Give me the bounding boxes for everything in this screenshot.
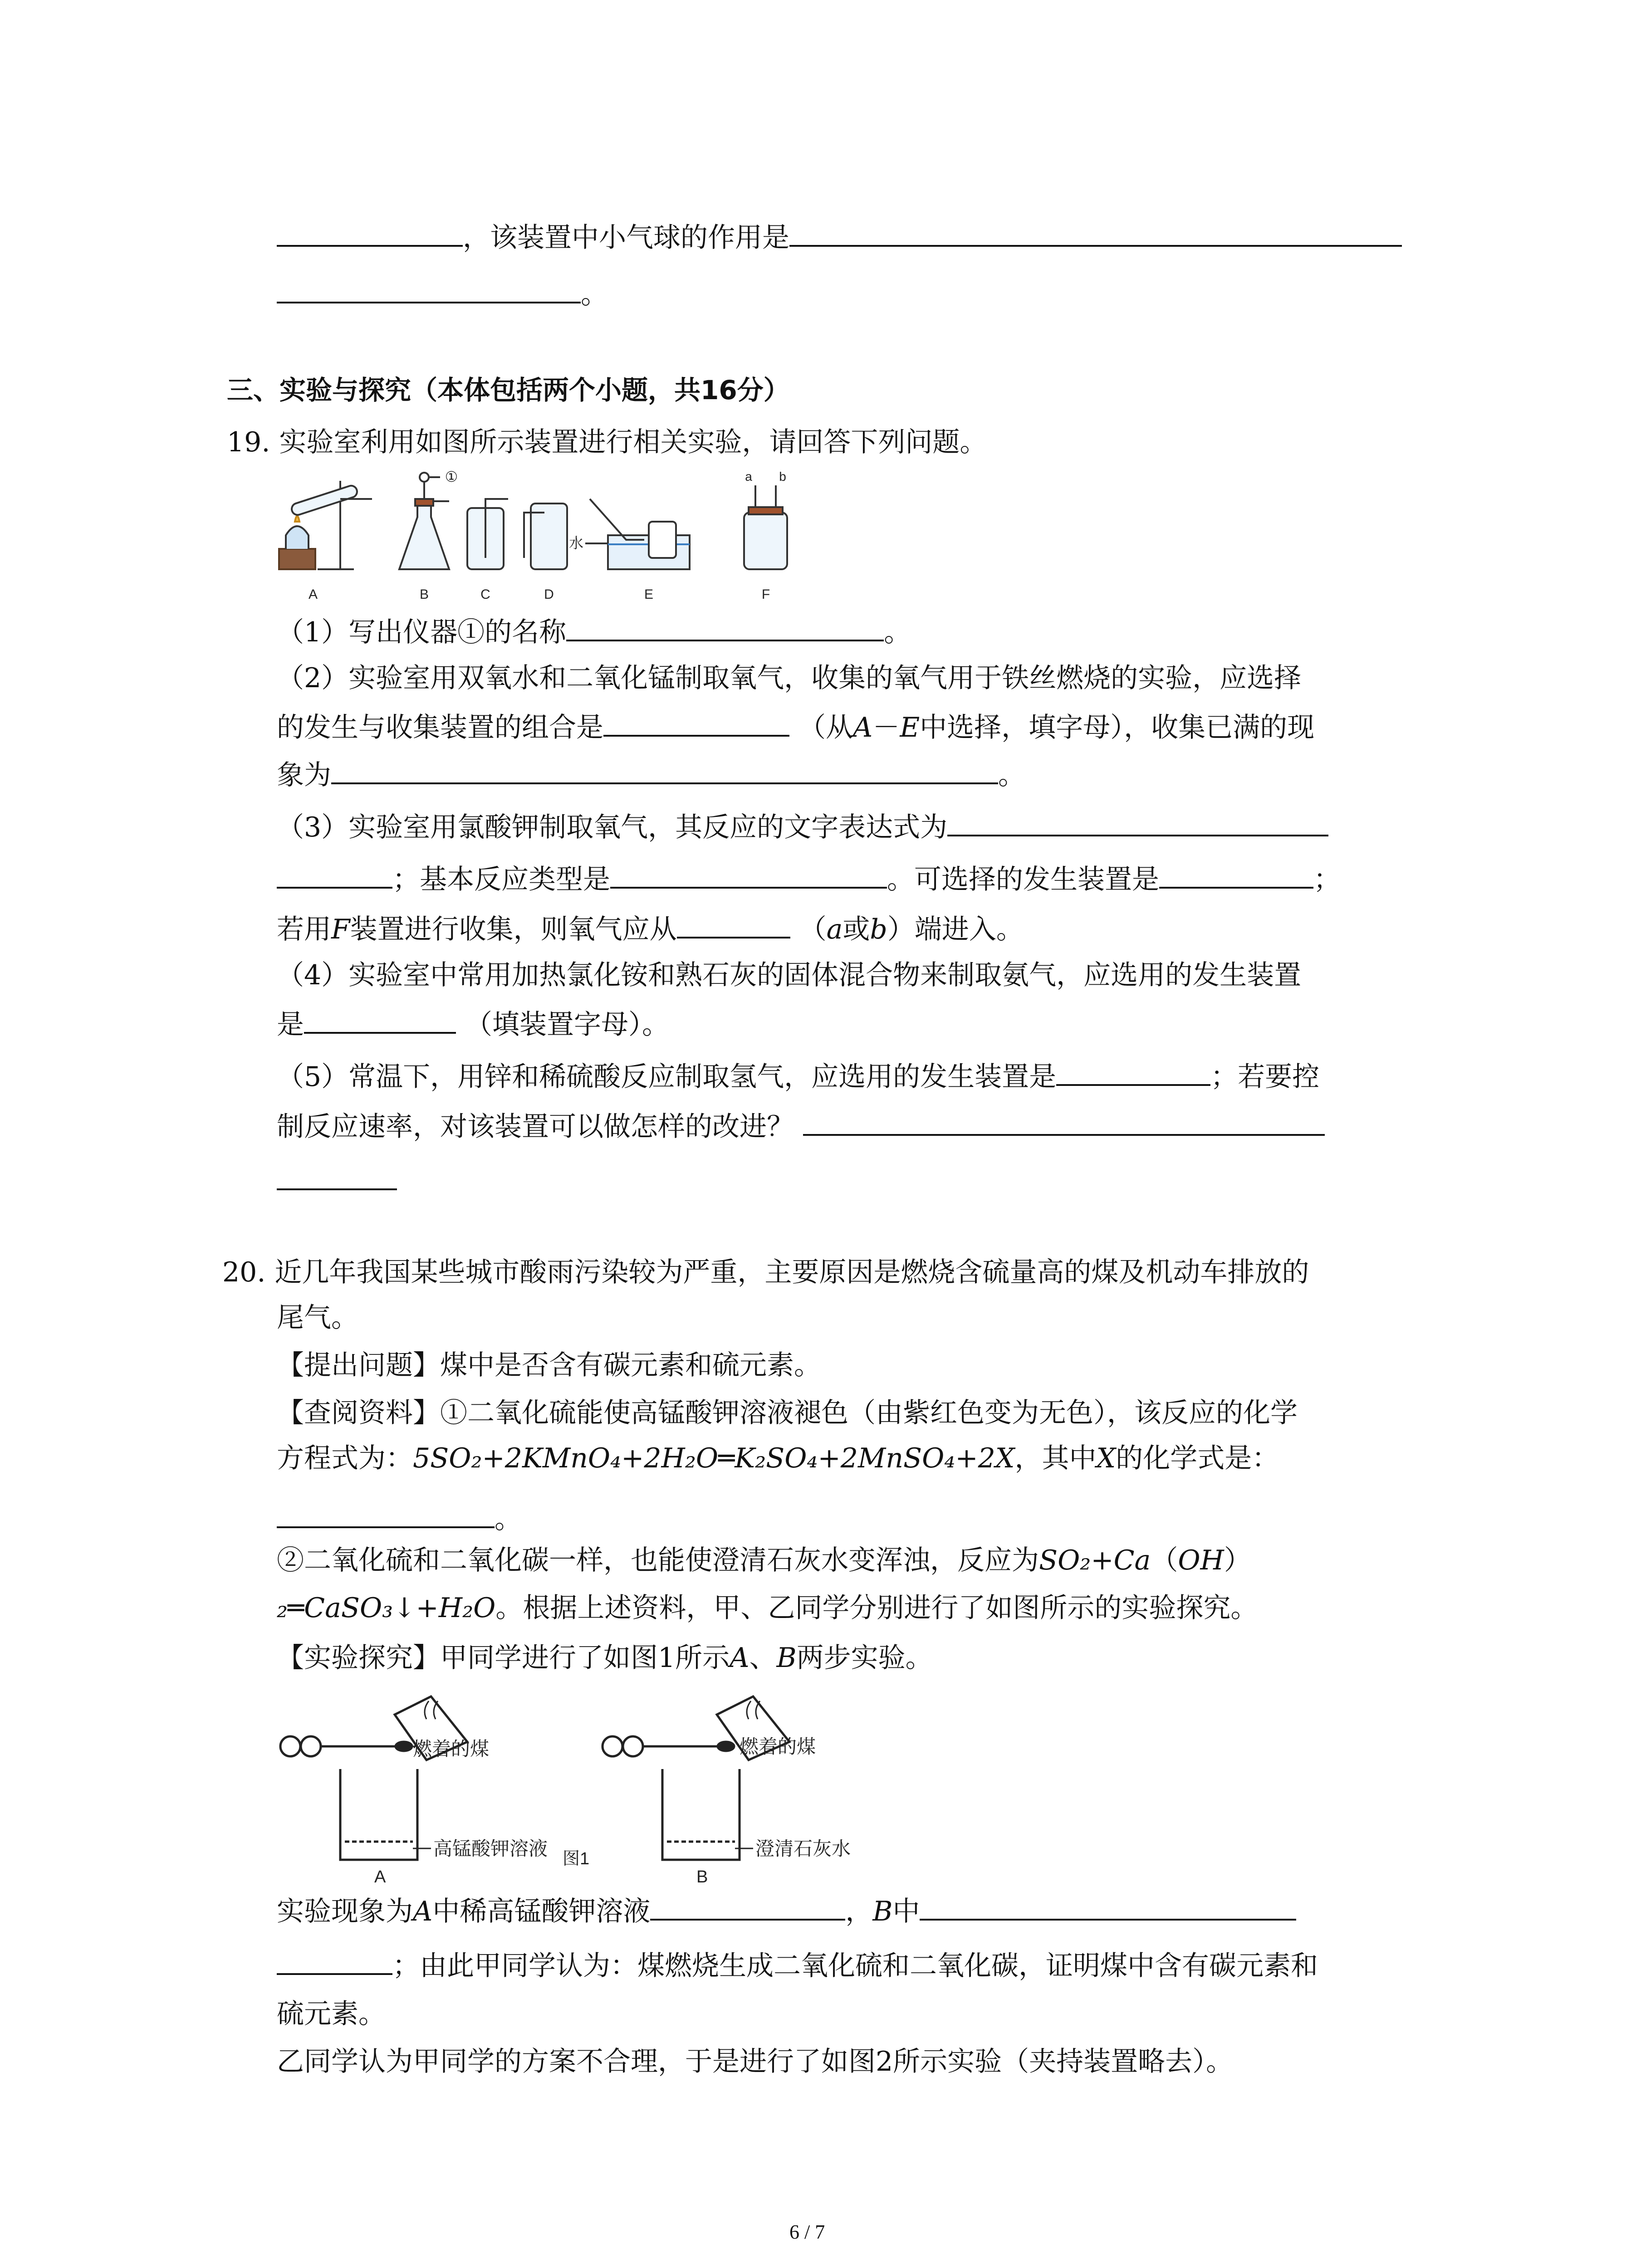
part-text: 制反应速率，对该装置可以做怎样的改进？ (277, 1111, 794, 1143)
part-text: 或 (843, 914, 870, 945)
part-text: （1）写出仪器①的名称 (277, 616, 567, 648)
q20-info-line2 (277, 1440, 1279, 1476)
letter-a: A (413, 1896, 433, 1927)
q20-stem-line2: 尾气。 (277, 1302, 358, 1334)
port-b-label: b (779, 469, 786, 484)
part-text: （ (1151, 1545, 1178, 1576)
answer-blank[interactable] (277, 860, 392, 889)
figure-label-b: B (696, 1867, 708, 1887)
letter-a: a (826, 914, 843, 945)
answer-blank[interactable] (277, 218, 463, 247)
flame (295, 516, 299, 522)
part-text: 实验现象为 (277, 1896, 413, 1927)
answer-blank[interactable] (277, 1499, 495, 1528)
part-text: 【实验探究】甲同学进行了如图1所示 (277, 1642, 730, 1674)
part-text: 。可选择的发生装置是 (887, 864, 1159, 895)
part-text: 、 (749, 1642, 777, 1674)
q19-part2-line2 (277, 708, 1314, 746)
answer-blank[interactable] (610, 860, 887, 889)
circle-one-label: ① (445, 469, 458, 485)
figure-label-a: A (374, 1867, 386, 1887)
letter-b: b (870, 914, 887, 945)
part-text: ②二氧化硫和二氧化碳一样，也能使澄清石灰水变浑浊，反应为 (277, 1545, 1039, 1576)
stopper-f (749, 507, 783, 514)
chemical-formula: SO₂+Ca (1039, 1545, 1151, 1576)
q19-part3-line2 (277, 860, 1341, 898)
figure-label-b: B (419, 587, 429, 602)
q19-part5-line2 (277, 1107, 1325, 1145)
part-text: 中稀高锰酸钾溶液 (432, 1896, 651, 1927)
answer-blank[interactable] (803, 1107, 1325, 1136)
answer-blank[interactable] (789, 218, 1402, 247)
collecting-bottle (649, 522, 676, 558)
q19-part3-line1 (277, 807, 1328, 846)
q20-explore-line (277, 1640, 933, 1676)
q19-part3-line3 (277, 909, 1024, 948)
figure-caption: 图1 (563, 1849, 590, 1868)
letter-a: A (853, 712, 873, 743)
part-text: （5）常温下，用锌和稀硫酸反应制取氢气，应选用的发生装置是 (277, 1061, 1057, 1093)
q20-yi-line: 乙同学认为甲同学的方案不合理，于是进行了如图2所示实验（夹持装置略去）。 (277, 2046, 1234, 2077)
q20-stem-line1 (222, 1254, 1309, 1290)
q20-observation-line2 (277, 1946, 1318, 1984)
apparatus-figure (272, 467, 808, 617)
question-stem: 实验室利用如图所示装置进行相关实验，请回答下列问题。 (279, 426, 987, 458)
answer-blank[interactable] (650, 1892, 845, 1921)
q19-part2-line3 (277, 755, 1025, 793)
solution-label-a: 高锰酸钾溶液 (433, 1838, 548, 1859)
water-label: 水 (568, 535, 584, 551)
part-text: ；基本反应类型是 (392, 864, 610, 895)
beaker-b (662, 1769, 740, 1860)
burning-coal (718, 1742, 734, 1751)
carryover-line-1 (277, 218, 1402, 256)
answer-blank[interactable] (331, 755, 998, 784)
q19-part4-line1: （4）实验室中常用加热氯化铵和熟石灰的固体混合物来制取氨气，应选用的发生装置 (277, 959, 1302, 991)
q20-observation-line3: 硫元素。 (277, 1998, 386, 2030)
letter-a: A (730, 1642, 749, 1674)
q19-part1 (277, 612, 911, 650)
part-text: ；由此甲同学认为：煤燃烧生成二氧化硫和二氧化碳，证明煤中含有碳元素和 (392, 1950, 1318, 1982)
carryover-line-2 (277, 274, 608, 313)
coal-label-a: 燃着的煤 (413, 1738, 490, 1760)
part-text: 若用 (277, 914, 331, 945)
period: 。 (581, 279, 608, 310)
part-text: （填装置字母）。 (465, 1009, 669, 1041)
figure-label-c: C (480, 587, 490, 602)
part-text: ；若要控 (1210, 1061, 1320, 1093)
answer-blank[interactable] (277, 1161, 397, 1190)
letter-e: E (900, 712, 920, 743)
q19-part4-line2 (277, 1005, 669, 1043)
tongs-handle (623, 1736, 643, 1756)
part-text: （3）实验室用氯酸钾制取氧气，其反应的文字表达式为 (277, 811, 948, 843)
letter-x: X (1096, 1442, 1116, 1474)
part-text: 的化学式是： (1116, 1442, 1279, 1474)
part-text: ； (1313, 864, 1341, 895)
part-text: 象为 (277, 759, 331, 791)
test-tube (290, 484, 359, 516)
figure-label-d: D (544, 587, 554, 602)
answer-blank[interactable] (1159, 860, 1313, 889)
part-text: 中 (892, 1896, 920, 1927)
answer-blank[interactable] (603, 708, 789, 737)
letter-b: B (872, 1896, 893, 1927)
part-text: （ (799, 914, 827, 945)
q19-part5-line1 (277, 1057, 1319, 1095)
answer-blank[interactable] (920, 1892, 1296, 1921)
part-text: 是 (277, 1009, 304, 1041)
alcohol-lamp (286, 526, 309, 549)
part-text: ）端进入。 (887, 914, 1024, 945)
chemical-equation: 5SO₂+2KMnO₄+2H₂O═K₂SO₄+2MnSO₄+2X (413, 1442, 1015, 1474)
page-number: 6 / 7 (789, 2221, 825, 2243)
figure-label-f: F (761, 587, 770, 602)
part-text: 。根据上述资料，甲、乙同学分别进行了如图所示的实验探究。 (495, 1592, 1258, 1624)
part-text: ） (1224, 1545, 1251, 1576)
letter-b: B (776, 1642, 797, 1674)
wood-block (279, 549, 315, 569)
q19-part5-line3 (277, 1161, 397, 1199)
port-a-label: a (745, 469, 752, 484)
conical-flask (399, 503, 449, 569)
q20-question: 【提出问题】煤中是否含有碳元素和硫元素。 (277, 1349, 821, 1381)
tongs-handle (280, 1736, 300, 1756)
q20-info2-line2 (277, 1590, 1258, 1626)
part-text: ，其中 (1014, 1442, 1097, 1474)
question-number: 19. (227, 426, 270, 458)
part-text: 的发生与收集装置的组合是 (277, 712, 603, 743)
part-text: 装置进行收集，则氧气应从 (350, 914, 677, 945)
figure-label-a: A (308, 587, 318, 602)
figure-1 (277, 1692, 912, 1887)
question-stem: 近几年我国某些城市酸雨污染较为严重，主要原因是燃烧含硫量高的煤及机动车排放的 (274, 1256, 1309, 1288)
dash: － (872, 712, 900, 743)
answer-blank[interactable] (1056, 1057, 1210, 1086)
q19-part2-line1: （2）实验室用双氧水和二氧化锰制取氧气，收集的氧气用于铁丝燃烧的实验，应选择 (277, 662, 1302, 694)
tube-e (590, 499, 644, 540)
answer-blank[interactable] (566, 612, 884, 641)
q20-info-line3 (277, 1499, 522, 1537)
part-text: 方程式为： (277, 1442, 413, 1474)
carryover-text: ，该装置中小气球的作用是 (463, 222, 789, 254)
answer-blank[interactable] (947, 807, 1328, 836)
period: 。 (884, 616, 911, 648)
q19-stem-line (227, 424, 987, 460)
stopper (415, 499, 433, 506)
figure-label-e: E (644, 587, 654, 602)
part-text: ， (845, 1896, 873, 1927)
gas-bottle-f (744, 513, 787, 569)
period: 。 (998, 759, 1025, 791)
question-number: 20. (222, 1256, 266, 1288)
chemical-equation: ₂═CaSO₃↓+H₂O (277, 1592, 496, 1624)
part-text: 中选择，填字母），收集已满的现 (920, 712, 1315, 743)
separatory-funnel (420, 473, 429, 482)
part-text: （从 (798, 712, 853, 743)
q20-info2-line1 (277, 1542, 1251, 1579)
answer-blank[interactable] (677, 909, 790, 938)
solution-label-b: 澄清石灰水 (755, 1838, 851, 1859)
tongs-handle (301, 1736, 321, 1756)
chemical-formula: OH (1178, 1545, 1224, 1576)
q20-observation-line1 (277, 1892, 1296, 1930)
section-heading: 三、实验与探究（本体包括两个小题，共16分） (227, 375, 790, 406)
answer-blank[interactable] (277, 1946, 392, 1975)
letter-f: F (331, 914, 350, 945)
answer-blank[interactable] (277, 274, 581, 303)
coal-label-b: 燃着的煤 (740, 1736, 816, 1757)
tongs-handle (603, 1736, 622, 1756)
period: 。 (495, 1503, 522, 1535)
beaker-a (340, 1769, 417, 1860)
answer-blank[interactable] (304, 1005, 456, 1034)
q20-info-line1: 【查阅资料】①二氧化硫能使高锰酸钾溶液褪色（由紫红色变为无色），该反应的化学 (277, 1397, 1298, 1429)
part-text: 两步实验。 (796, 1642, 933, 1674)
